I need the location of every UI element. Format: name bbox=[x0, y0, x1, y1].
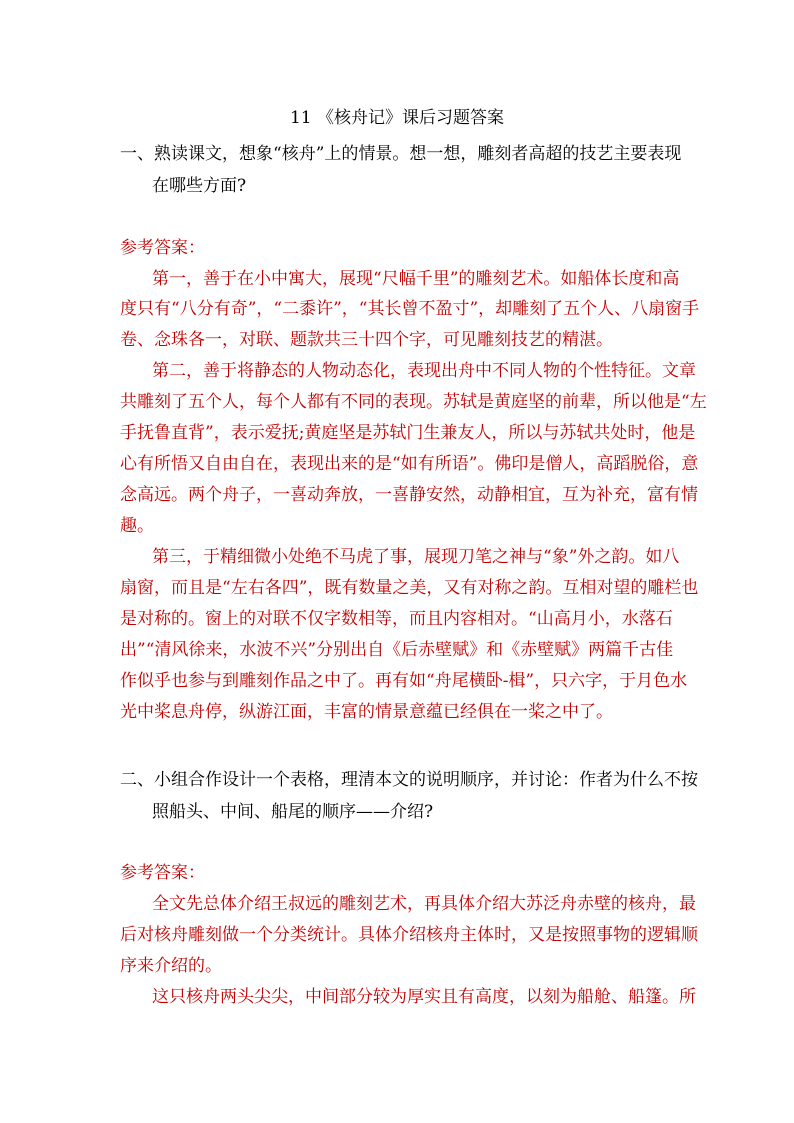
answer-1-para-3-line-1: 第三，于精细微小处绝不马虎了事，展现刀笔之神与“象”外之韵。如八 bbox=[152, 547, 680, 567]
answer-2-para-1-line-3: 序来介绍的。 bbox=[120, 956, 222, 976]
answer-1-para-3-line-4: 出”“清风徐来，水波不兴”分别出自《后赤壁赋》和《赤壁赋》两篇千古佳 bbox=[120, 640, 674, 660]
answer-1-para-1-line-2: 度只有“八分有奇”，“二黍许”，“其长曾不盈寸”，却雕刻了五个人、八扇窗手 bbox=[120, 299, 700, 319]
answer-1-para-2-line-4: 心有所悟又自由自在，表现出来的是“如有所语”。佛印是僧人，高蹈脱俗，意 bbox=[120, 454, 699, 474]
answer-2-para-1-line-2: 后对核舟雕刻做一个分类统计。具体介绍核舟主体时，又是按照事物的逻辑顺 bbox=[120, 925, 698, 945]
question-1-line-1: 一、熟读课文，想象“核舟”上的情景。想一想，雕刻者高超的技艺主要表现 bbox=[120, 144, 682, 164]
answer-1-para-2-line-1: 第二，善于将静态的人物动态化，表现出舟中不同人物的个性特征。文章 bbox=[152, 361, 696, 381]
answer-1-para-2-line-3: 手抚鲁直背”，表示爱抚;黄庭坚是苏轼门生兼友人，所以与苏轼共处时，他是 bbox=[120, 423, 696, 443]
answer-1-para-2-line-6: 趣。 bbox=[120, 516, 154, 536]
answer-1-para-2-line-5: 念高远。两个舟子，一喜动奔放，一喜静安然，动静相宜，互为补充，富有情 bbox=[120, 485, 698, 505]
answer-2-para-2-line-1: 这只核舟两头尖尖，中间部分较为厚实且有高度，以刻为船舱、船篷。所 bbox=[152, 987, 696, 1007]
answer-1-para-3-line-2: 扇窗，而且是“左右各四”，既有数量之美，又有对称之韵。互相对望的雕栏也 bbox=[120, 578, 699, 598]
answer-2-para-1-line-1: 全文先总体介绍王叔远的雕刻艺术，再具体介绍大苏泛舟赤壁的核舟，最 bbox=[152, 894, 696, 914]
question-1-line-2: 在哪些方面? bbox=[152, 176, 247, 196]
question-2-line-2: 照船头、中间、船尾的顺序——介绍? bbox=[152, 802, 434, 822]
answer-label-1: 参考答案： bbox=[120, 238, 205, 258]
answer-1-para-3-line-5: 作似乎也参与到雕刻作品之中了。再有如“舟尾横卧-楫”，只六字，于月色水 bbox=[120, 671, 688, 691]
answer-1-para-1-line-1: 第一，善于在小中寓大，展现“尺幅千里”的雕刻艺术。如船体长度和高 bbox=[152, 269, 680, 289]
answer-1-para-1-line-3: 卷、念珠各一，对联、题款共三十四个字，可见雕刻技艺的精湛。 bbox=[120, 330, 613, 350]
answer-1-para-3-line-3: 是对称的。窗上的对联不仅字数相等，而且内容相对。“山高月小，水落石 bbox=[120, 609, 673, 629]
document-title: 11 《核舟记》课后习题答案 bbox=[289, 108, 505, 128]
answer-label-2: 参考答案： bbox=[120, 863, 205, 883]
answer-1-para-3-line-6: 光中桨息舟停，纵游江面，丰富的情景意蕴已经俱在一桨之中了。 bbox=[120, 702, 613, 722]
answer-1-para-2-line-2: 共雕刻了五个人，每个人都有不同的表现。苏轼是黄庭坚的前辈，所以他是“左 bbox=[120, 392, 707, 412]
question-2-line-1: 二、小组合作设计一个表格，理清本文的说明顺序，并讨论：作者为什么不按 bbox=[120, 770, 698, 790]
